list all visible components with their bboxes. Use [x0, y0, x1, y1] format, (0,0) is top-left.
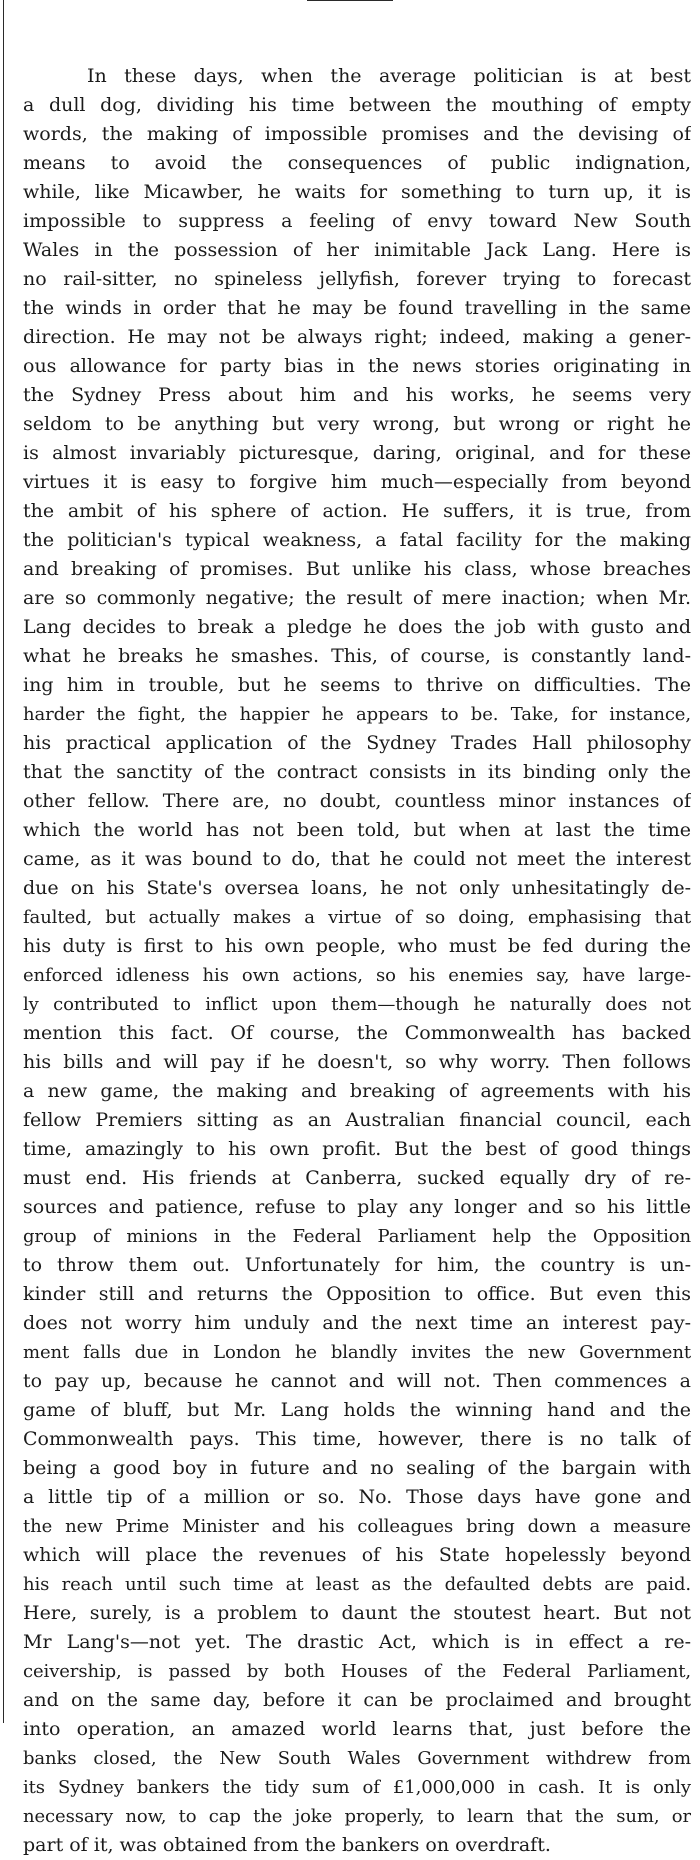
article-line: ceivership, is passed by both Houses of the Federal Parliament,: [23, 1661, 691, 1682]
article-line: mention this fact. Of course, the Commonwealth has backed: [23, 1022, 691, 1044]
article-line: group of minions in the Federal Parliament help the Opposition: [23, 1226, 691, 1247]
article-line: to pay up, because he cannot and will not. Then commences a: [23, 1370, 691, 1392]
article-line: and breaking of promises. But unlike his class, whose breaches: [23, 558, 691, 580]
article-line: ing him in trouble, but he seems to thrive on difficulties. The: [23, 674, 691, 696]
article-line: the Sydney Press about him and his works, he seems very: [23, 384, 691, 406]
article-line: are so commonly negative; the result of mere inaction; when Mr.: [23, 587, 691, 609]
article-line: ly contributed to inflict upon them—though he naturally does not: [23, 994, 691, 1015]
article-line: a little tip of a million or so. No. Those days have gone and: [23, 1486, 691, 1508]
top-rule: [307, 0, 393, 1]
article-line: while, like Micawber, he waits for something to turn up, it is: [23, 181, 691, 203]
article-line: is almost invariably picturesque, daring, original, and for these: [23, 442, 691, 464]
article-line: the winds in order that he may be found travelling in the same: [23, 297, 691, 319]
article-line: Mr Lang's—not yet. The drastic Act, which is in effect a re-: [23, 1631, 691, 1653]
article-line: the new Prime Minister and his colleagues bring down a measure: [23, 1516, 691, 1537]
article-line: to throw them out. Unfortunately for him, the country is un-: [23, 1254, 691, 1276]
article-line: being a good boy in future and no sealing of the bargain with: [23, 1457, 691, 1479]
article-line: other fellow. There are, no doubt, countless minor instances of: [23, 790, 691, 812]
article-line: words, the making of impossible promises and the devising of: [23, 123, 691, 145]
article-line: sources and patience, refuse to play any longer and so his little: [23, 1196, 691, 1218]
article-paragraph: [23, 62, 691, 1860]
article-line: harder the fight, the happier he appears to be. Take, for instance,: [23, 704, 691, 725]
article-line: a dull dog, dividing his time between the mouthing of empty: [23, 94, 691, 116]
article-line: his practical application of the Sydney Trades Hall philosophy: [23, 732, 691, 754]
article-line: Wales in the possession of her inimitable Jack Lang. Here is: [23, 239, 691, 261]
article-line: came, as it was bound to do, that he could not meet the interest: [23, 848, 691, 870]
article-line: does not worry him unduly and the next time an interest pay-: [23, 1312, 691, 1334]
article-line: and on the same day, before it can be proclaimed and brought: [23, 1689, 691, 1711]
article-line: the ambit of his sphere of action. He suffers, it is true, from: [23, 500, 691, 522]
article-line: ous allowance for party bias in the news stories originating in: [23, 355, 691, 377]
article-line: a new game, the making and breaking of agreements with his: [23, 1080, 691, 1102]
article-line: faulted, but actually makes a virtue of so doing, emphasising that: [23, 907, 691, 928]
article-line: banks closed, the New South Wales Government withdrew from: [23, 1748, 691, 1769]
article-line: the politician's typical weakness, a fatal facility for the making: [23, 529, 691, 551]
article-line: direction. He may not be always right; indeed, making a gener-: [23, 326, 691, 348]
article-line: Commonwealth pays. This time, however, there is no talk of: [23, 1428, 691, 1450]
article-line: seldom to be anything but very wrong, but wrong or right he: [23, 413, 691, 435]
article-line: what he breaks he smashes. This, of course, is constantly land-: [23, 645, 691, 667]
article-line: which will place the revenues of his State hopelessly beyond: [23, 1544, 691, 1566]
article-line: his reach until such time at least as the defaulted debts are paid.: [23, 1574, 691, 1595]
article-line: part of it, was obtained from the bankers on overdraft.: [23, 1834, 551, 1856]
article-line: which the world has not been told, but when at last the time: [23, 819, 691, 841]
article-line: game of bluff, but Mr. Lang holds the winning hand and the: [23, 1399, 691, 1421]
article-line: Lang decides to break a pledge he does the job with gusto and: [23, 616, 691, 638]
article-line: time, amazingly to his own profit. But the best of good things: [23, 1138, 691, 1160]
article-line: his bills and will pay if he doesn't, so why worry. Then follows: [23, 1051, 691, 1073]
article-line: ment falls due in London he blandly invites the new Government: [23, 1342, 691, 1363]
article-line: necessary now, to cap the joke properly, to learn that the sum, or: [23, 1806, 691, 1827]
article-line: must end. His friends at Canberra, sucked equally dry of re-: [23, 1167, 691, 1189]
article-line: no rail-sitter, no spineless jellyfish, forever trying to forecast: [23, 268, 691, 290]
article-line: enforced idleness his own actions, so his enemies say, have large-: [23, 965, 691, 986]
article-line: Here, surely, is a problem to daunt the stoutest heart. But not: [23, 1602, 691, 1624]
article-line: into operation, an amazed world learns that, just before the: [23, 1718, 691, 1740]
article-line: fellow Premiers sitting as an Australian financial council, each: [23, 1109, 691, 1131]
page-left-rule: [3, 0, 4, 1723]
article-line: virtues it is easy to forgive him much—especially from beyond: [23, 471, 691, 493]
article-line: due on his State's oversea loans, he not only unhesitatingly de-: [23, 877, 691, 899]
article-line: kinder still and returns the Opposition to office. But even this: [23, 1283, 691, 1305]
article-line: means to avoid the consequences of public indignation,: [23, 152, 691, 174]
article-line: In these days, when the average politician is at best: [87, 65, 691, 87]
article-line: his duty is first to his own people, who must be fed during the: [23, 935, 691, 957]
article-line: its Sydney bankers the tidy sum of £1,000,000 in cash. It is only: [23, 1777, 691, 1798]
article-line: impossible to suppress a feeling of envy toward New South: [23, 210, 691, 232]
article-line: that the sanctity of the contract consists in its binding only the: [23, 761, 691, 783]
